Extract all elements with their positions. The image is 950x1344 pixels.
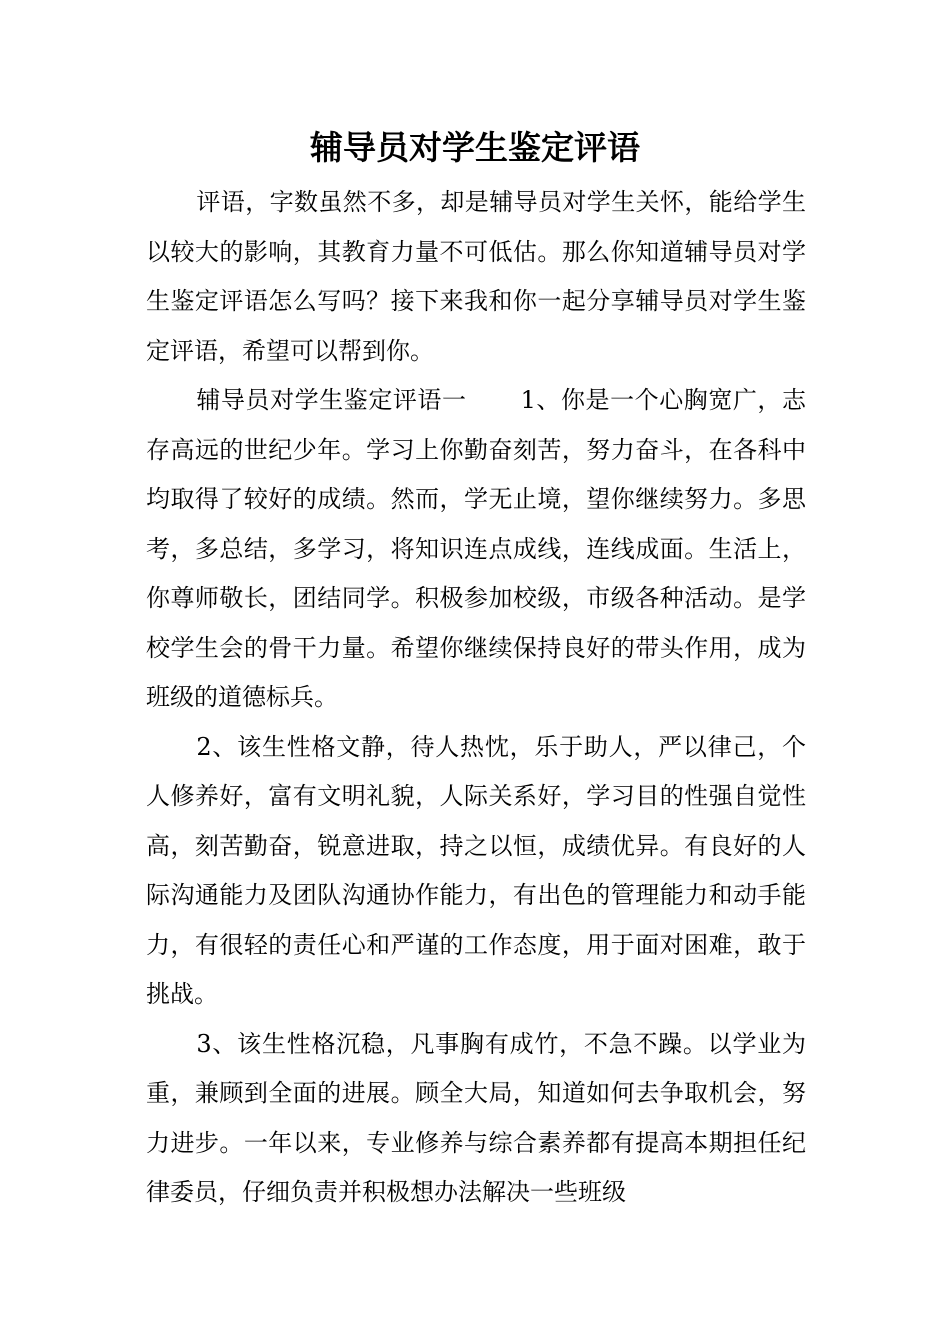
document-title: 辅导员对学生鉴定评语 [310,128,640,167]
section-one-paragraph [146,376,806,723]
comment-item-3: 3、该生性格沉稳，凡事胸有成竹，不急不躁。以学业为重，兼顾到全面的进展。顾全大局，知道如何去争取机会，努力进步。一年以来，专业修养与综合素养都有提高本期担任纪律委员，仔细负责并积极想办法解决一些班级 [146,1029,806,1206]
comment-item-1: 1、你是一个心胸宽广，志存高远的世纪少年。学习上你勤奋刻苦，努力奋斗，在各科中均取得了较好的成绩。然而，学无止境，望你继续努力。多思考，多总结，多学习，将知识连点成线，连线成面。生活上，你尊师敬长，团结同学。积极参加校级，市级各种活动。是学校学生会的骨干力量。希望你继续保持良好的带头作用，成为班级的道德标兵。 [146,386,806,711]
document-body [146,178,806,1218]
comment-item-2: 2、该生性格文静，待人热忱，乐于助人，严以律己，个人修养好，富有文明礼貌，人际关系好，学习目的性强自觉性高，刻苦勤奋，锐意进取，持之以恒，成绩优异。有良好的人际沟通能力及团队沟通协作能力，有出色的管理能力和动手能力，有很轻的责任心和严谨的工作态度，用于面对困难，敢于挑战。 [146,732,806,1008]
section-heading: 辅导员对学生鉴定评语一 [196,386,467,414]
intro-paragraph: 评语，字数虽然不多，却是辅导员对学生关怀，能给学生以较大的影响，其教育力量不可低估。那么你知道辅导员对学生鉴定评语怎么写吗？接下来我和你一起分享辅导员对学生鉴定评语，希望可以帮到你。 [146,188,806,365]
